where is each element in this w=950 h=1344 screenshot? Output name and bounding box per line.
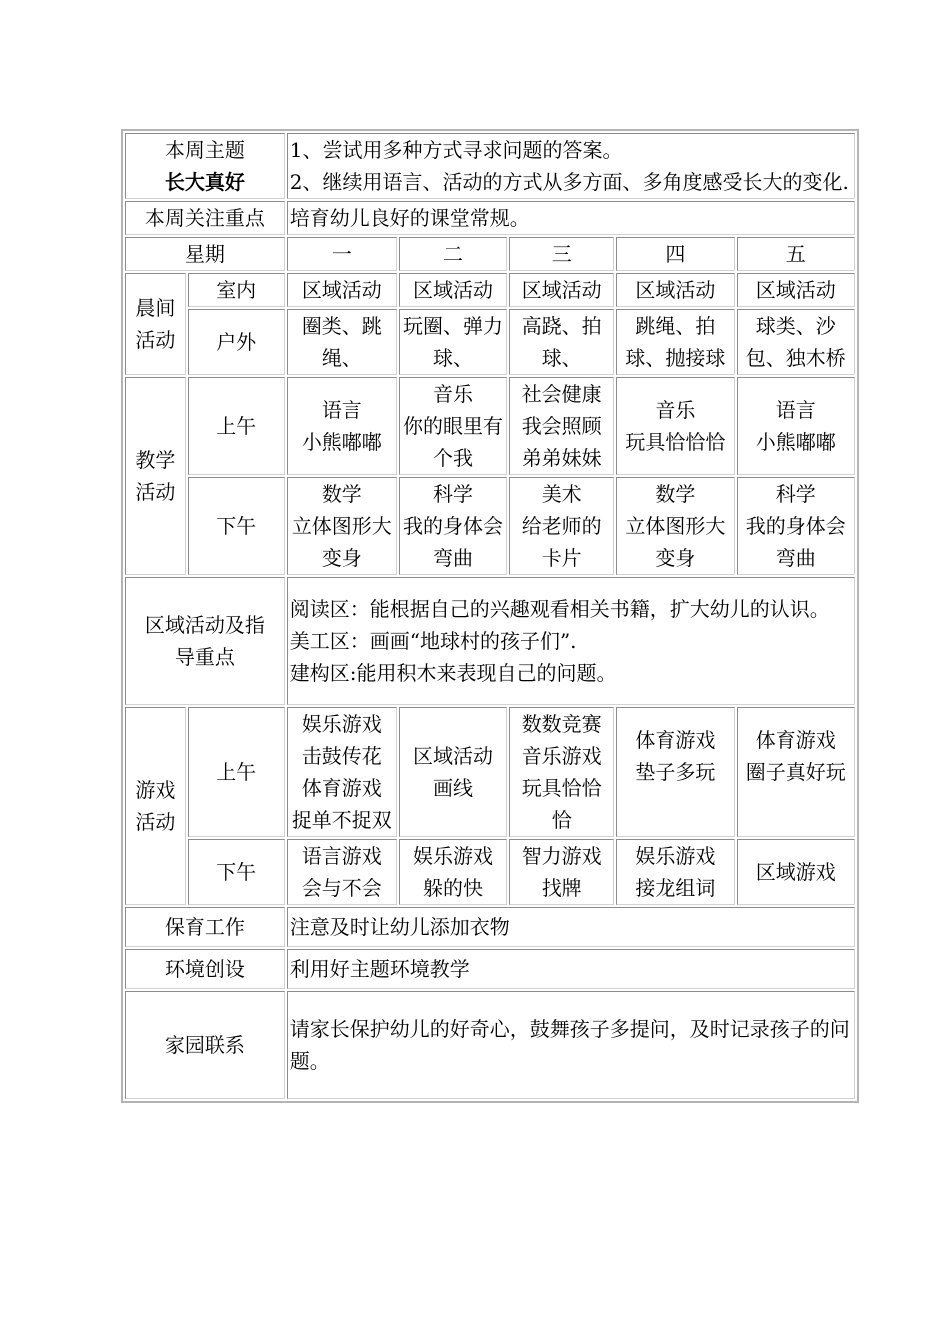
lesson-title: 我会照顾弟弟妹妹 [521,414,602,470]
game-line: 音乐游戏 [521,744,602,768]
theme-goals [287,133,855,199]
morning-outdoor-row [125,309,855,375]
outdoor-cell: 球类、沙包、独木桥 [737,309,855,375]
weekday-cell: 二 [399,237,507,271]
game-line: 区域游戏 [755,860,836,884]
indoor-cell: 区域活动 [287,273,397,307]
morning-indoor-row [125,273,855,307]
subject: 音乐 [655,398,696,422]
theme-name: 长大真好 [164,170,245,194]
game-line: 接龙组词 [635,876,716,900]
teaching-pm-label: 下午 [188,477,285,575]
subject: 科学 [775,482,816,506]
game-line: 体育游戏 [755,728,836,752]
games-am-cell [287,707,397,837]
morning-label [125,273,186,375]
weekday-header-row [125,237,855,271]
games-label-line: 游戏 [135,778,176,802]
focus-label: 本周关注重点 [125,201,285,235]
games-am-cell [737,707,855,837]
game-line: 垫子多玩 [635,760,716,784]
zone-line: 建构区:能用积木来表现自己的问题。 [289,661,617,685]
teaching-am-cell [616,377,734,475]
games-pm-row [125,839,855,905]
subject: 语言 [321,398,362,422]
teaching-am-cell [509,377,614,475]
game-line: 体育游戏 [635,728,716,752]
indoor-cell: 区域活动 [616,273,734,307]
game-line: 击鼓传花 [301,744,382,768]
subject: 社会健康 [521,382,602,406]
game-line: 娱乐游戏 [635,844,716,868]
subject: 科学 [433,482,474,506]
game-line: 圈子真好玩 [745,760,846,784]
games-label [125,707,186,905]
home-value: 请家长保护幼儿的好奇心，鼓舞孩子多提问，及时记录孩子的问题。 [287,991,855,1099]
game-line: 躲的快 [423,876,484,900]
games-pm-cell [737,839,855,905]
outdoor-cell: 圈类、跳绳、 [287,309,397,375]
teaching-pm-cell [737,477,855,575]
theme-label: 本周主题 [164,138,245,162]
weekly-plan-table [121,129,859,1103]
theme-row [125,133,855,199]
lesson-title: 玩具恰恰恰 [625,430,726,454]
game-line: 会与不会 [301,876,382,900]
teaching-pm-row [125,477,855,575]
zones-content [287,577,855,705]
outdoor-cell: 跳绳、拍球、抛接球 [616,309,734,375]
game-line: 数数竞赛 [521,712,602,736]
games-am-cell [509,707,614,837]
theme-label-cell [125,133,285,199]
morning-label-line: 晨间 [135,296,176,320]
game-line: 玩具恰恰恰 [521,776,602,832]
lesson-title: 你的眼里有个我 [403,414,504,470]
weekday-cell: 五 [737,237,855,271]
lesson-title: 给老师的卡片 [521,514,602,570]
games-pm-cell [616,839,734,905]
lesson-title: 小熊嘟嘟 [755,430,836,454]
games-pm-cell [287,839,397,905]
outdoor-cell: 玩圈、弹力球、 [399,309,507,375]
care-label: 保育工作 [125,907,285,947]
teaching-am-label: 上午 [188,377,285,475]
outdoor-cell: 高跷、拍球、 [509,309,614,375]
zone-line: 阅读区：能根据自己的兴趣观看相关书籍，扩大幼儿的认识。 [289,597,830,621]
game-line: 找牌 [541,876,582,900]
games-label-line: 活动 [135,810,176,834]
teaching-am-cell [737,377,855,475]
home-label: 家园联系 [125,991,285,1099]
weekday-cell: 四 [616,237,734,271]
indoor-cell: 区域活动 [737,273,855,307]
game-line: 智力游戏 [521,844,602,868]
home-row [125,991,855,1099]
subject: 数学 [321,482,362,506]
theme-goal: 2、继续用语言、活动的方式从多方面、多角度感受长大的变化. [289,170,849,194]
games-am-cell [616,707,734,837]
morning-label-line: 活动 [135,328,176,352]
weekday-cell: 一 [287,237,397,271]
weekday-cell: 三 [509,237,614,271]
teaching-label-line: 教学 [135,448,176,472]
focus-row [125,201,855,235]
indoor-label: 室内 [188,273,285,307]
environment-row [125,949,855,989]
teaching-label [125,377,186,575]
subject: 美术 [541,482,582,506]
games-am-row [125,707,855,837]
games-am-label: 上午 [188,707,285,837]
games-pm-cell [509,839,614,905]
teaching-am-row [125,377,855,475]
lesson-title: 小熊嘟嘟 [301,430,382,454]
teaching-pm-cell [616,477,734,575]
game-line: 捉单不捉双 [291,808,392,832]
subject: 音乐 [433,382,474,406]
teaching-pm-cell [287,477,397,575]
zones-label: 区域活动及指导重点 [125,577,285,705]
game-line: 体育游戏 [301,776,382,800]
indoor-cell: 区域活动 [399,273,507,307]
indoor-cell: 区域活动 [509,273,614,307]
lesson-title: 我的身体会弯曲 [403,514,504,570]
zone-line: 美工区：画画“地球村的孩子们”. [289,629,577,653]
teaching-am-cell [287,377,397,475]
games-am-cell [399,707,507,837]
lesson-title: 立体图形大变身 [291,514,392,570]
game-line: 娱乐游戏 [301,712,382,736]
environment-label: 环境创设 [125,949,285,989]
teaching-pm-cell [399,477,507,575]
teaching-pm-cell [509,477,614,575]
games-pm-label: 下午 [188,839,285,905]
teaching-am-cell [399,377,507,475]
weekday-label: 星期 [125,237,285,271]
theme-goal: 1、尝试用多种方式寻求问题的答案。 [289,138,623,162]
weekly-plan [121,129,859,1103]
subject: 语言 [775,398,816,422]
zones-row [125,577,855,705]
environment-value: 利用好主题环境教学 [287,949,855,989]
game-line: 语言游戏 [301,844,382,868]
lesson-title: 立体图形大变身 [625,514,726,570]
games-pm-cell [399,839,507,905]
game-line: 画线 [433,776,474,800]
focus-value: 培育幼儿良好的课堂常规。 [287,201,855,235]
game-line: 娱乐游戏 [413,844,494,868]
care-value: 注意及时让幼儿添加衣物 [287,907,855,947]
care-row [125,907,855,947]
subject: 数学 [655,482,696,506]
game-line: 区域活动 [413,744,494,768]
outdoor-label: 户外 [188,309,285,375]
lesson-title: 我的身体会弯曲 [745,514,846,570]
teaching-label-line: 活动 [135,480,176,504]
